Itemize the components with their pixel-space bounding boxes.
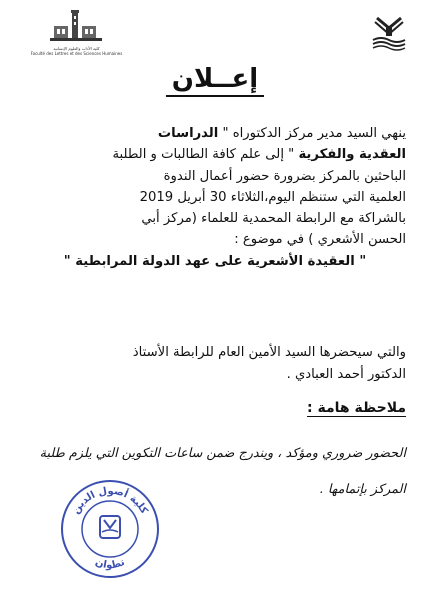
stamp-text-top: كلية أصول الدين (70, 485, 150, 516)
caption-french: Faculté des Lettres et des Sciences Humaines (30, 51, 123, 56)
body-line-1 (24, 123, 406, 144)
announcement-body (24, 123, 406, 272)
closing-paragraph (24, 342, 406, 386)
note-heading (307, 400, 406, 416)
announcement-title (0, 64, 430, 94)
body-line-1-bold: الدراسات (157, 126, 219, 141)
caption-arabic: كلية الآداب والعلوم الإنسانية (53, 46, 100, 51)
body-line-4: العلمية التي ستنظم اليوم،الثلاثاء 30 أبريل 2019 (139, 189, 406, 205)
body-line-1-text: ينهي السيد مدير مركز الدكتوراه " (218, 126, 406, 141)
title-text: إعــلان (166, 64, 264, 97)
body-line-2 (24, 144, 406, 165)
body-line-2-bold: العقدية والفكرية (298, 147, 406, 163)
stamp-text-bottom: تطوان (93, 556, 127, 572)
note-line-1: الحضور ضروري ومؤكد ، ويندرج ضمن ساعات التكوين التي يلزم طلبة (39, 446, 406, 461)
tower-logo-icon (32, 8, 122, 46)
closing-line-1: والتي سيحضرها السيد الأمين العام للرابطة الأستاذ (132, 345, 406, 360)
university-emblem-icon (367, 12, 412, 52)
faculty-logo (24, 8, 134, 58)
body-line-3: الباحثين بالمركز بضرورة حضور أعمال الندوة (163, 168, 406, 184)
note-heading-text: ملاحظة هامة : (307, 400, 406, 416)
seminar-topic: " العقيدة الأشعرية على عهد الدولة المرابطية " (63, 253, 367, 269)
note-line-2: المركز بإتمامها . (319, 482, 406, 497)
body-line-5: بالشراكة مع الرابطة المحمدية للعلماء (مركز أبي (141, 211, 406, 227)
body-line-2-text: " إلى علم كافة الطالبات و الطلبة (112, 147, 299, 163)
svg-text:تطوان (94, 557, 127, 572)
body-line-6: الحسن الأشعري ) في موضوع : (234, 232, 406, 248)
official-stamp-icon (58, 478, 162, 580)
faculty-logo-caption (24, 46, 129, 56)
closing-line-2: الدكتور أحمد العبادي . (286, 367, 406, 382)
